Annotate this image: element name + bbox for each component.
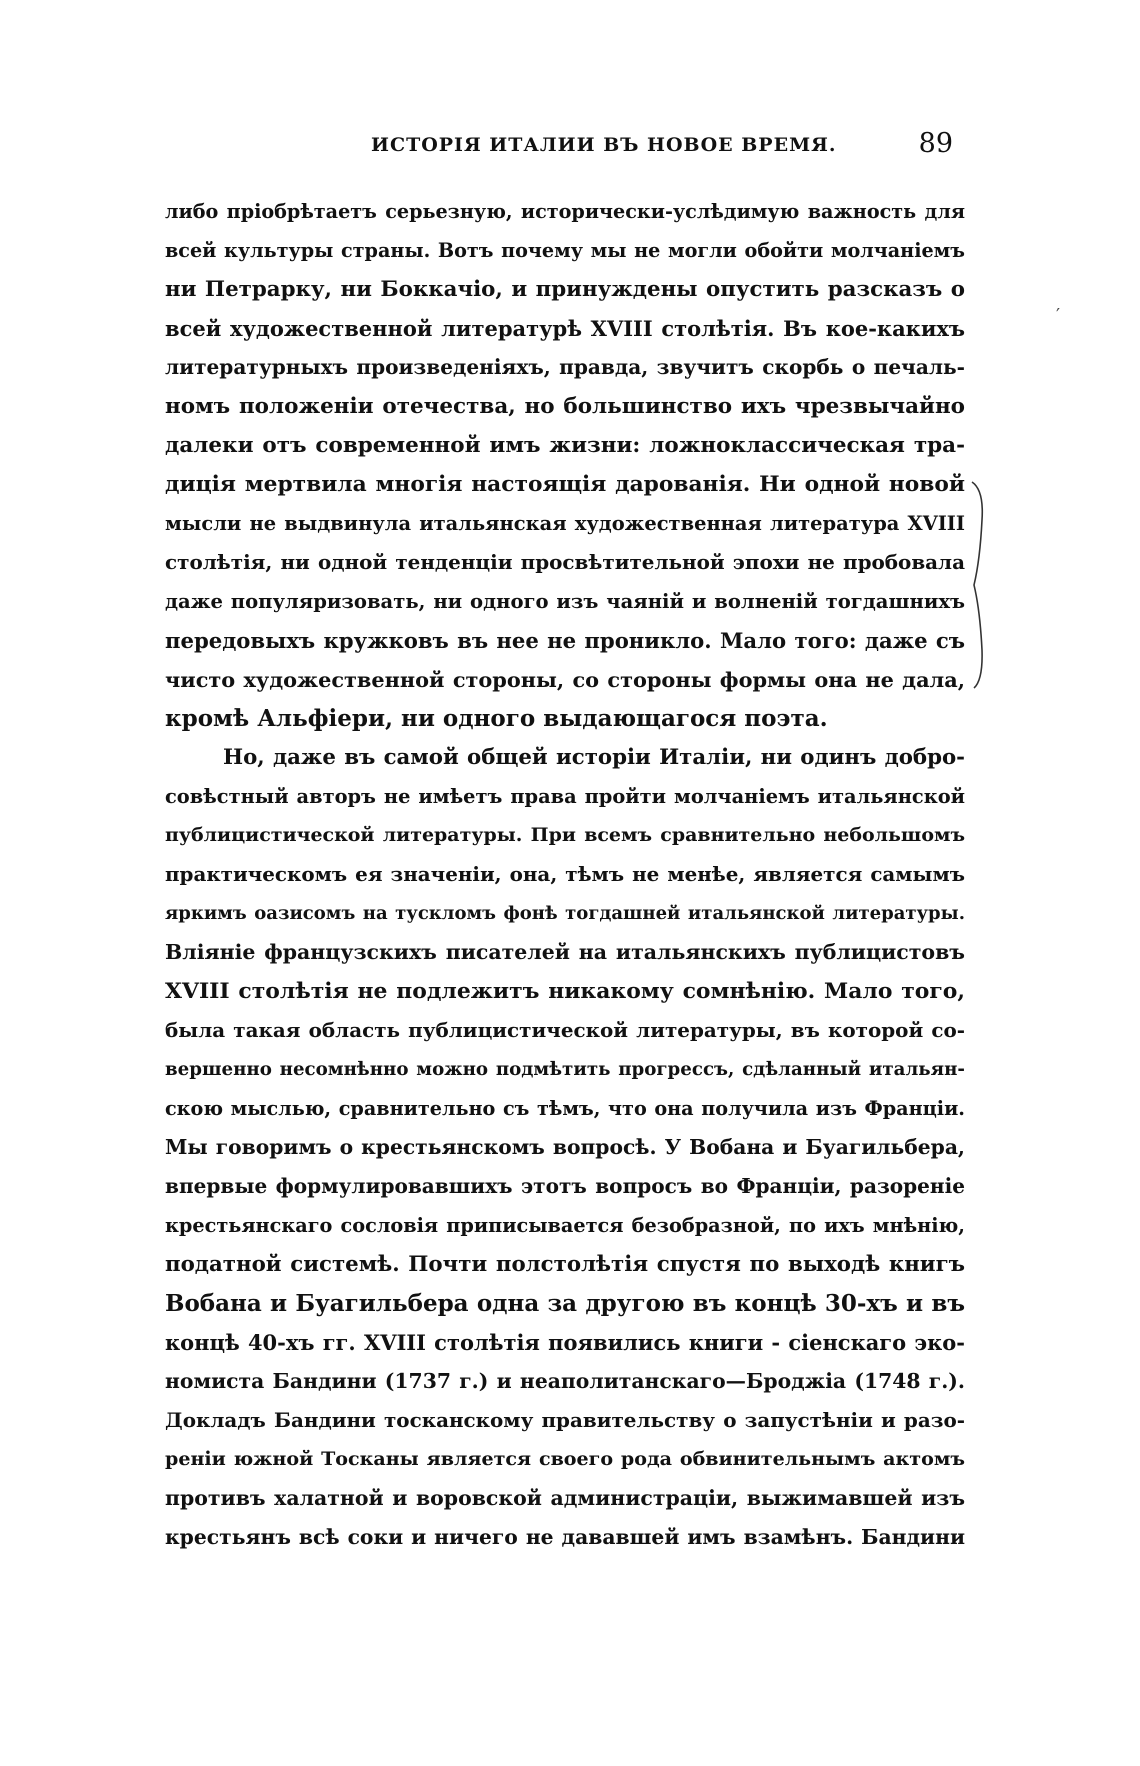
text-line: концѣ 40-хъ гг. XVIII столѣтія появились книги - сіенскаго эко- bbox=[165, 1330, 965, 1355]
margin-tick-mark: ′ bbox=[1056, 305, 1061, 326]
paragraph-1 bbox=[165, 192, 965, 738]
text-line: противъ халатной и воровской администраціи, выжимавшей изъ bbox=[165, 1486, 965, 1510]
text-line: ни Петрарку, ни Боккачіо, и принуждены опустить разсказъ о bbox=[165, 277, 965, 302]
text-line: была такая область публицистической литературы, въ которой со- bbox=[165, 1018, 965, 1042]
paragraph-2 bbox=[165, 738, 965, 1557]
text-line: XVIII столѣтія не подлежитъ никакому сомнѣнію. Мало того, bbox=[165, 978, 965, 1004]
text-line: крестьянъ всѣ соки и ничего не дававшей имъ взамѣнъ. Бандини bbox=[165, 1525, 965, 1549]
text-line: диція мертвила многія настоящія дарованія. Ни одной новой bbox=[165, 472, 965, 497]
text-line: всей художественной литературѣ XVIII столѣтія. Въ кое-какихъ bbox=[165, 316, 965, 341]
body-text bbox=[165, 192, 965, 1557]
text-line: всей культуры страны. Вотъ почему мы не могли обойти молчаніемъ bbox=[165, 239, 965, 262]
text-line: публицистической литературы. При всемъ сравнительно небольшомъ bbox=[165, 824, 965, 846]
text-line: далеки отъ современной имъ жизни: ложноклассическая тра- bbox=[165, 433, 965, 458]
text-line: литературныхъ произведеніяхъ, правда, звучитъ скорбь о печаль- bbox=[165, 355, 965, 379]
text-line: Докладъ Бандини тосканскому правительству о запустѣніи и разо- bbox=[165, 1408, 965, 1432]
text-line: столѣтія, ни одной тенденціи просвѣтительной эпохи не пробовала bbox=[165, 550, 965, 574]
text-line: номиста Бандини (1737 г.) и неаполитанскаго—Броджіа (1748 г.). bbox=[165, 1369, 965, 1393]
text-line: совѣстный авторъ не имѣетъ права пройти молчаніемъ итальянской bbox=[165, 785, 965, 808]
text-line: Вліяніе французскихъ писателей на итальянскихъ публицистовъ bbox=[165, 940, 965, 964]
text-line: либо пріобрѣтаетъ серьезную, исторически-услѣдимую важность для bbox=[165, 200, 965, 223]
text-line: передовыхъ кружковъ въ нее не проникло. Мало того: даже съ bbox=[165, 628, 965, 653]
text-line: вершенно несомнѣнно можно подмѣтить прогрессъ, сдѣланный итальян- bbox=[165, 1059, 965, 1080]
text-line: яркимъ оазисомъ на тускломъ фонѣ тогдашней итальянской литературы. bbox=[165, 903, 965, 924]
text-line: крестьянскаго сословія приписывается безобразной, по ихъ мнѣнію, bbox=[165, 1214, 965, 1237]
running-title: ИСТОРІЯ ИТАЛИИ ВЪ НОВОЕ ВРЕМЯ. bbox=[371, 134, 837, 156]
text-line: Вобана и Буагильбера одна за другою въ концѣ 30-хъ и въ bbox=[165, 1290, 965, 1317]
text-line: мысли не выдвинула итальянская художественная литература XVIII bbox=[165, 512, 965, 535]
page-number: 89 bbox=[918, 128, 953, 159]
text-line: податной системѣ. Почти полстолѣтія спустя по выходѣ книгъ bbox=[165, 1252, 965, 1277]
text-line: чисто художественной стороны, со стороны формы она не дала, bbox=[165, 667, 965, 692]
text-line: практическомъ ея значеніи, она, тѣмъ не менѣе, является самымъ bbox=[165, 862, 965, 886]
text-line: реніи южной Тосканы является своего рода обвинительнымъ актомъ bbox=[165, 1448, 965, 1470]
text-line: номъ положеніи отечества, но большинство ихъ чрезвычайно bbox=[165, 394, 965, 419]
page-header bbox=[165, 128, 965, 164]
text-line: кромѣ Альфіери, ни одного выдающагося поэта. bbox=[165, 705, 828, 732]
text-line: впервые формулировавшихъ этотъ вопросъ во Франціи, разореніе bbox=[165, 1174, 965, 1198]
text-line: Но, даже въ самой общей исторіи Италіи, ни одинъ добро- bbox=[223, 745, 965, 770]
text-line: скою мыслью, сравнительно съ тѣмъ, что она получила изъ Франціи. bbox=[165, 1097, 965, 1120]
text-line: Мы говоримъ о крестьянскомъ вопросѣ. У Вобана и Буагильбера, bbox=[165, 1135, 965, 1159]
text-line: даже популяризовать, ни одного изъ чаяній и волненій тогдашнихъ bbox=[165, 590, 965, 613]
marginal-brace-mark bbox=[970, 480, 990, 690]
